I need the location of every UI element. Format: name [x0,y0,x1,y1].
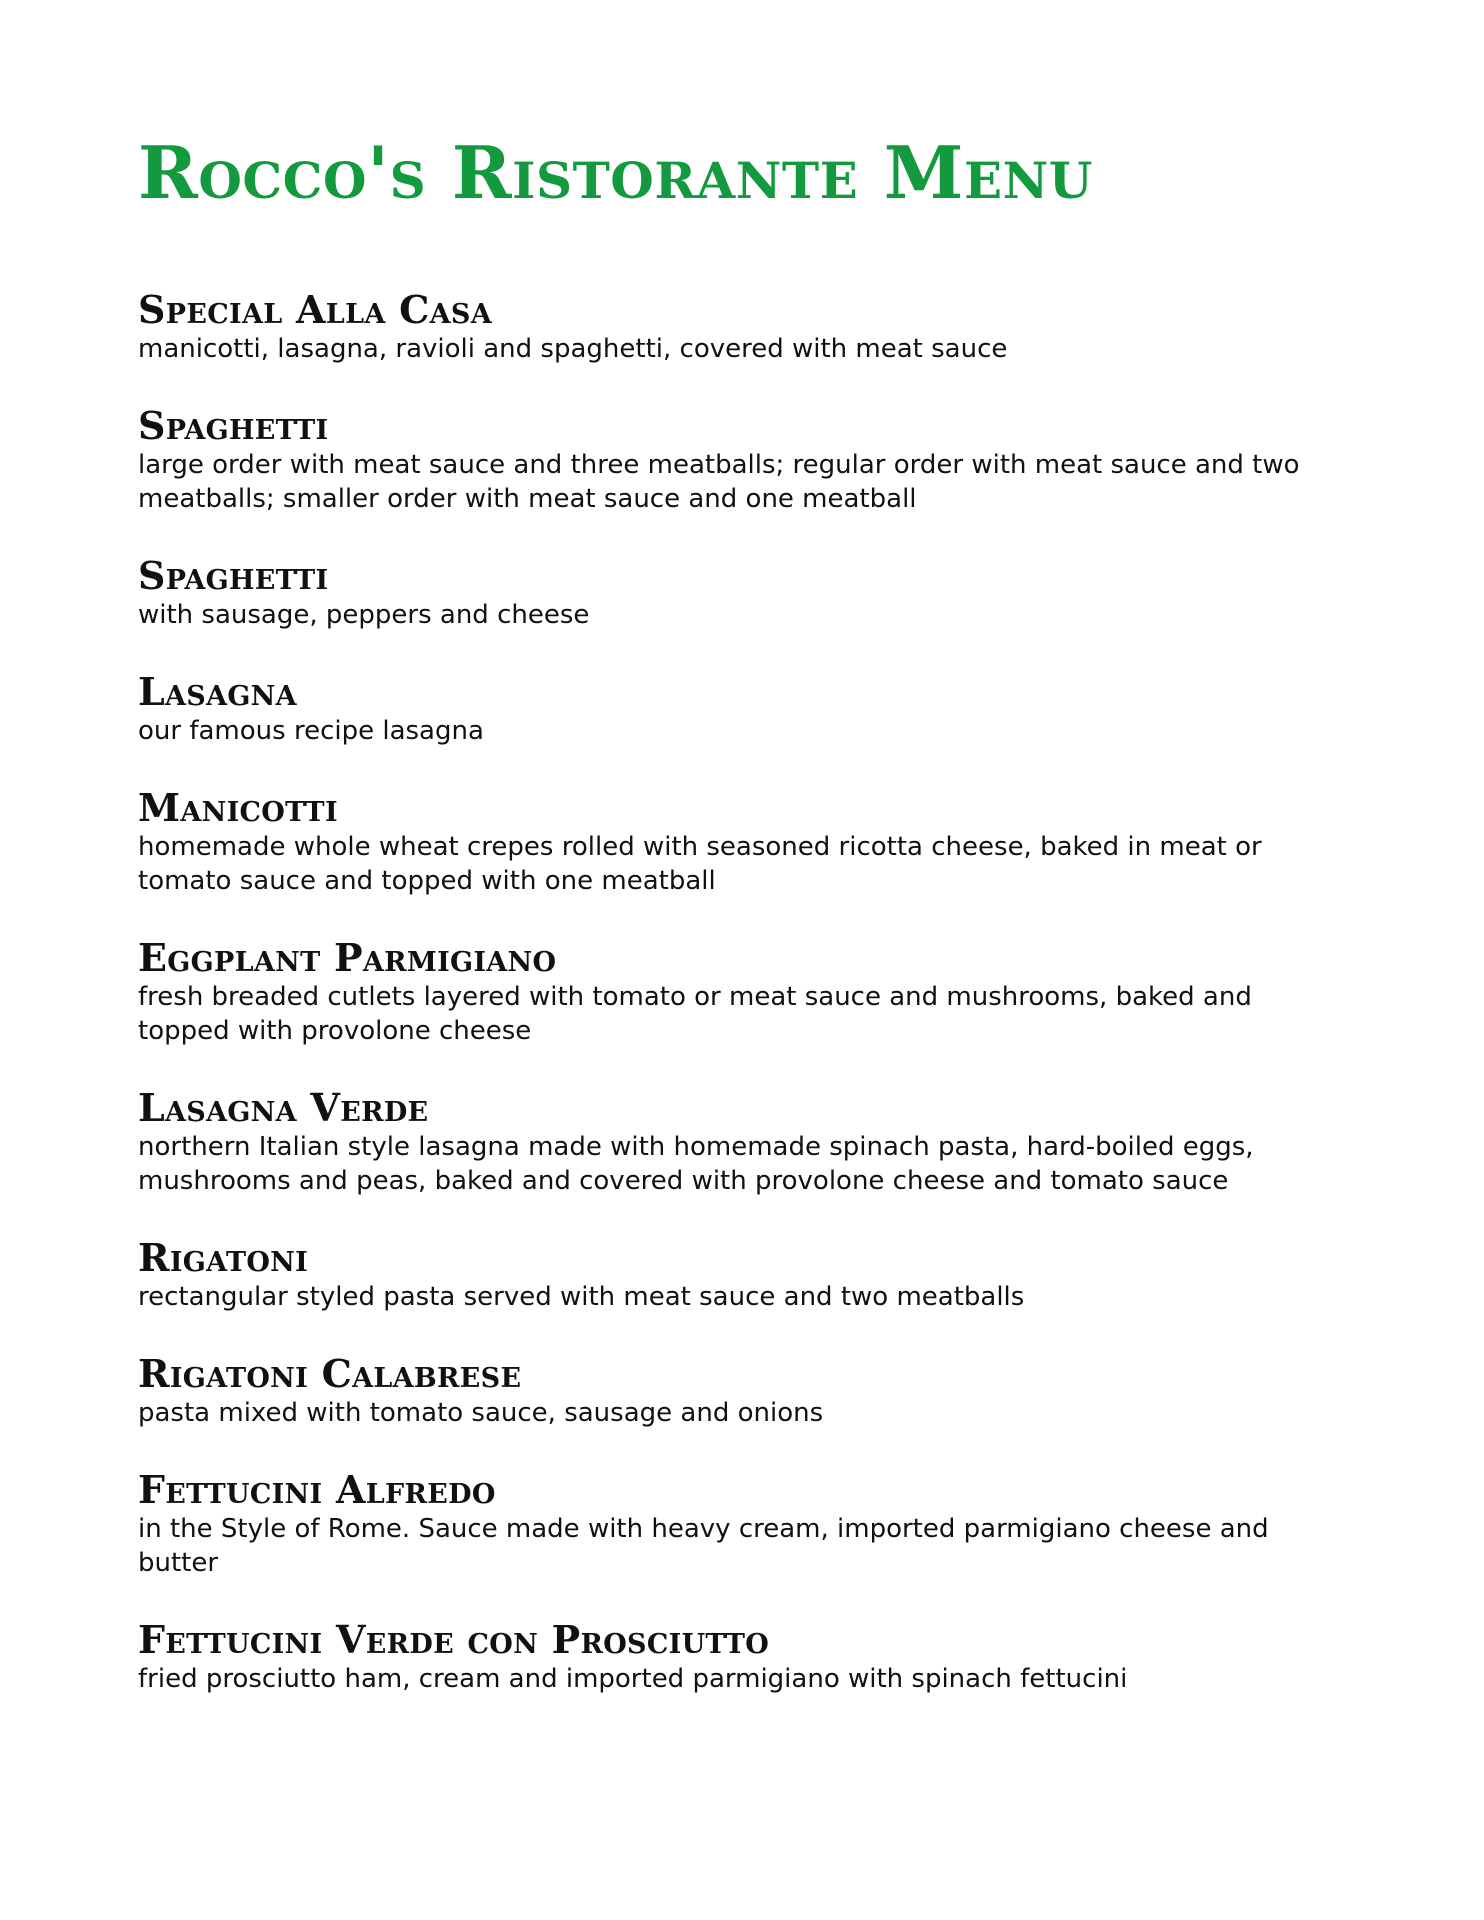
menu-title: Rocco's Ristorante Menu [138,130,1093,215]
menu-item [138,670,1348,748]
menu-item-description: manicotti, lasagna, ravioli and spaghetti, covered with meat sauce [138,334,1008,364]
menu-item-description: fresh breaded cutlets layered with tomato or meat sauce and mushrooms, baked and topped with provolone cheese [138,982,1252,1046]
menu-item [138,554,1348,632]
menu-item [138,1236,1348,1314]
menu-item-description: fried prosciutto ham, cream and imported parmigiano with spinach fettucini [138,1664,1128,1694]
menu-item-name: Fettucini Verde con Prosciutto [138,1617,770,1662]
menu-item-description: pasta mixed with tomato sauce, sausage and onions [138,1398,824,1428]
menu-item-description: our famous recipe lasagna [138,716,484,746]
menu-item-description: with sausage, peppers and cheese [138,600,590,630]
menu-item [138,1618,1348,1696]
menu-item [138,1468,1348,1580]
menu-item-name: Rigatoni Calabrese [138,1351,522,1396]
menu-item-description: in the Style of Rome. Sauce made with heavy cream, imported parmigiano cheese and butter [138,1514,1269,1578]
menu-page [138,128,1348,1734]
menu-item-name: Rigatoni [138,1235,309,1280]
menu-item [138,786,1348,898]
menu-item-name: Fettucini Alfredo [138,1467,496,1512]
menu-item-name: Eggplant Parmigiano [138,935,557,980]
menu-item [138,1352,1348,1430]
menu-item-name: Lasagna [138,669,297,714]
menu-item-description: northern Italian style lasagna made with homemade spinach pasta, hard-boiled eggs, mushrooms and peas, baked and covered with provolone cheese and tomato sauce [138,1132,1254,1196]
menu-item-name: Spaghetti [138,403,329,448]
menu-item-name: Manicotti [138,785,338,830]
menu-item-description: large order with meat sauce and three meatballs; regular order with meat sauce and two meatballs; smaller order with meat sauce and one meatball [138,450,1300,514]
menu-item-name: Spaghetti [138,553,329,598]
menu-item [138,288,1348,366]
menu-item-description: rectangular styled pasta served with meat sauce and two meatballs [138,1282,1025,1312]
menu-item-name: Special Alla Casa [138,287,492,332]
menu-item [138,936,1348,1048]
menu-item [138,1086,1348,1198]
menu-item-description: homemade whole wheat crepes rolled with seasoned ricotta cheese, baked in meat or tomato sauce and topped with one meatball [138,832,1262,896]
menu-item-name: Lasagna Verde [138,1085,429,1130]
menu-item [138,404,1348,516]
